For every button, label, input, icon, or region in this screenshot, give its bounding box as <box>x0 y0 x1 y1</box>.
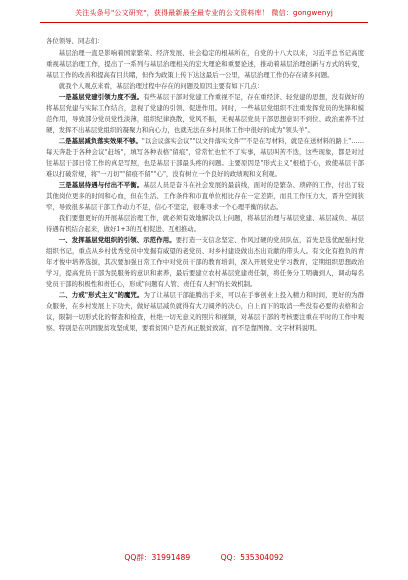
paragraph-text: "以会议落实会议""以文件落实文件""不是在写材料，就是在送材料的路上"……每天奔赴于各种会议"赶场"，填写各种表格"留痕"，常常忙也忙不了实事，基层叫苦不迭，这些现象，都是对过往基层干部日常工作的真是写照，也是基层干部最头疼的问题。主要原因是"形式主义"根植于心，致使基层干部难以打破常规，将"一刀切""留痕不留""心"，没有树立一个良好的政绩观和义利观。 <box>46 137 365 178</box>
qq-group-text: QQ群：31991489 <box>124 553 191 562</box>
greeting: 各位领导、同志们： <box>46 37 104 45</box>
paragraph <box>46 180 364 213</box>
paragraph-lead: 一、发挥基层党组织的引领、示范作用。 <box>58 236 176 244</box>
paragraph <box>46 235 364 290</box>
paragraph-list <box>46 48 364 334</box>
contact-footer <box>0 552 408 563</box>
promo-banner: 关注头条号"公文研究"，获得最新最全最专业的公文资料库！ 微信：gongwenyj <box>74 9 334 17</box>
document-body <box>46 36 364 334</box>
paragraph-text: 我们要想更好的开展基层治理工作，就必须有效地解决以上问题，将基层治理与基层党建、基层减负、基层待遇有机结合起来，做好1+3的互相促进、互相推动。 <box>46 214 364 233</box>
paragraph <box>46 290 364 334</box>
paragraph-text: 就我个人观点来看，基层治理过程中存在的问题及原因主要有如下几点： <box>58 82 264 90</box>
paragraph <box>46 92 364 136</box>
paragraph <box>46 213 364 235</box>
paragraph-text: 有些基层干部对党建工作重视不足，存在重经济、轻党建的思想，没有做好的将基层党建与实际工作结合，忽视了党建的引领、促进作用。同时，一些基层党组织不注重发挥党员的先锋和模范作用，导致部分党员党性淡薄，组织纪律涣散，党风不振，无视基层党员干部思想意识不到位、政治素养不过硬，发挥不出基层党组织的凝聚力和向心力，也就无法在乡村具体工作中很好的成为"领头羊"。 <box>46 93 365 134</box>
banner-divider <box>40 22 368 23</box>
paragraph-text: 要打造一支信念坚定、作风过硬的党员队伍，首先是选优配强村党组织书记，重点从乡村优秀党员中发掘有威望的老党员、对乡村建设做出杰出贡献的带头人。有文化有抱负的青年才俊中培养选拔，其次要加强日常工作中对党员干部的教育培训，深入开展党史学习教育，定期组织思想政治学习，提高党员干部为民服务的意识和素养，最后要建立农村基层党建责任制，将任务分工明确到人，调动每名党员干部的积极性和责任心，形成"问题有人管、责任有人担"的长效机制。 <box>46 236 365 288</box>
paragraph <box>46 136 364 180</box>
paragraph-text: 为了让基层干部能腾出手来，可以在手事创业上投入精力和时间，更好的为群众服务，在乡村发展上下功夫，做好基层减负就得有大刀阔斧的决心，自上而下的取消一些没有必要的表格和会议，限制一切形式化的督查和检查，杜绝一切无意义的照片和视频，对基层干部的考核要注重在平时的工作中观察。特别是在巩固脱贫攻坚成果，要看贫困户是否真正脱贫致富，而不是靠图像、文字材料说明。 <box>46 291 364 332</box>
paragraph-lead: 一是基层党建引领力度不强。 <box>58 93 144 101</box>
paragraph <box>46 81 364 92</box>
paragraph-lead: 三是基层待遇与付出不平衡。 <box>58 181 144 189</box>
paragraph-text: 基层治理一直是影响着国家繁荣、经济发展、社会稳定的根基所在，自党的十八大以来，习近平总书记高度重视基层治理工作，提出了一系列与基层治理相关的宏大理论和重要论述，推动着基层治理创新与方式的转变，基层工作的改善和提高有目共睹，但作为政策上传下达这最后一公里，基层治理工作仍存在诸多问题。 <box>46 49 364 79</box>
qq-contact-text: QQ：535304092 <box>220 553 284 562</box>
paragraph <box>46 48 364 81</box>
paragraph-lead: 二、力戒"形式主义"的魔咒。 <box>58 291 144 299</box>
paragraph-lead: 二是基层减负落实效果不够。 <box>58 137 142 145</box>
paragraph-text: 基层人员是奋斗在社会发展的最前线，面对的是繁杂、琐碎的工作，付出了较其他岗位更多的时间和心血，但在生活、工作条件和市直单位相比存在一定差距，而且工作压力大，晋升空间狭窄，导致很多基层干部工作动力不足，信心不坚定，很难寻求一个心理平衡的状态。 <box>46 181 365 211</box>
